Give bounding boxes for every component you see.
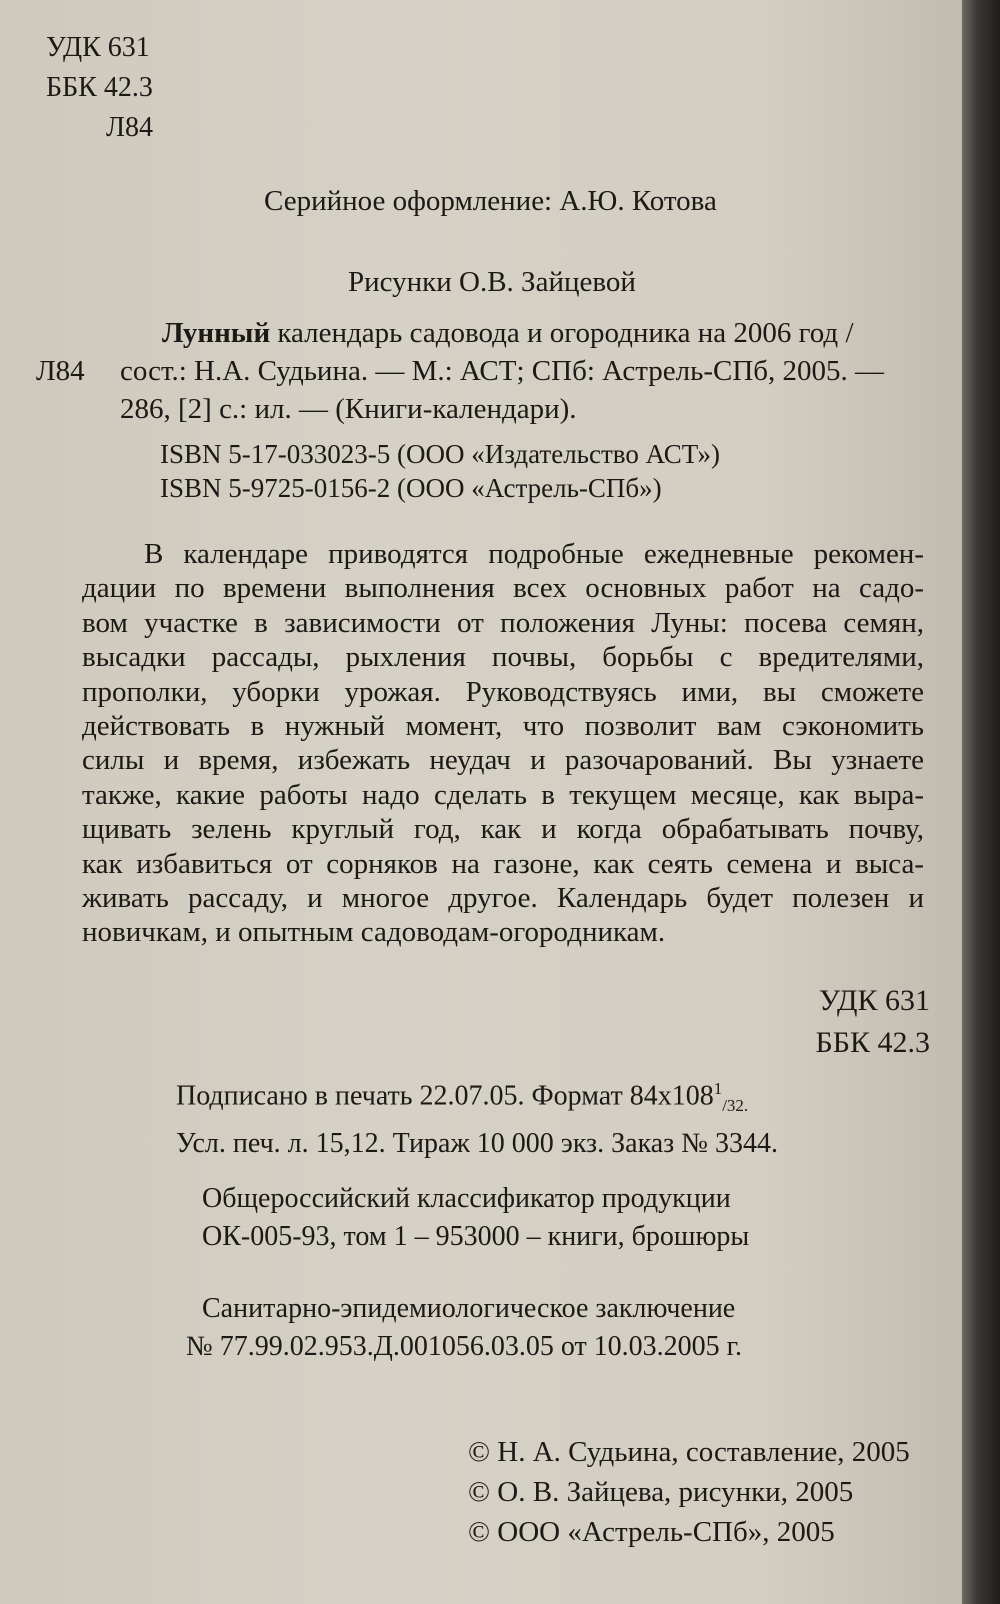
- abstract-line: живать рассаду, и многое другое. Календарь будет полезен и: [82, 882, 924, 915]
- abstract-line: новичкам, и опытным садоводам-огородникам.: [82, 916, 666, 949]
- abstract-line: щивать зелень круглый год, как и когда обрабатывать почву,: [82, 813, 924, 846]
- classifier-line-1: Общероссийский классификатор продукции: [202, 1183, 731, 1214]
- format-superscript: 1: [713, 1079, 723, 1098]
- bibliographic-record: [120, 314, 920, 428]
- abstract-line: действовать в нужный момент, что позволит вам сэкономить: [82, 710, 924, 743]
- print-run-line: Усл. печ. л. 15,12. Тираж 10 000 экз. Заказ № 3344.: [176, 1127, 778, 1159]
- abstract-paragraph: [82, 537, 924, 950]
- sanitary-line-2: № 77.99.02.953.Д.001056.03.05 от 10.03.2005 г.: [186, 1331, 743, 1362]
- print-details: [176, 1070, 778, 1163]
- classification-codes-bottom: [808, 980, 930, 1064]
- copyright-line: © Н. А. Судьина, составление, 2005: [468, 1436, 910, 1468]
- sanitary-line-1: Санитарно-эпидемиологическое заключение: [202, 1293, 736, 1324]
- abstract-line: силы и время, избежать неудач и разочарований. Вы узнаете: [82, 744, 924, 777]
- book-spine-edge: [962, 0, 1000, 1604]
- bbk-code: ББК 42.3: [815, 1026, 930, 1059]
- print-signed-text: Подписано в печать 22.07.05. Формат 84x108: [176, 1080, 714, 1112]
- side-author-mark: Л84: [36, 355, 85, 387]
- illustrations-credit: Рисунки О.В. Зайцевой: [348, 266, 636, 298]
- udk-code: УДК 631: [46, 32, 150, 63]
- author-mark: Л84: [106, 112, 153, 143]
- isbn-line-1: ISBN 5-17-033023-5 (ООО «Издательство АСТ»): [160, 439, 721, 469]
- isbn-block: [160, 437, 720, 505]
- abstract-line: как избавиться от сорняков на газоне, как сеять семена и выса-: [82, 847, 924, 880]
- format-subscript: /32.: [722, 1095, 749, 1115]
- series-design-credit: Серийное оформление: А.Ю. Котова: [264, 185, 717, 217]
- bibliographic-line-1: [120, 314, 920, 352]
- sanitary-certificate: [186, 1290, 742, 1366]
- copyright-line: © О. В. Зайцева, рисунки, 2005: [468, 1476, 854, 1508]
- bibliographic-line-3: 286, [2] с.: ил. — (Книги-календари).: [120, 393, 577, 425]
- abstract-line: В календаре приводятся подробные ежедневные рекомен-: [144, 538, 924, 570]
- copyright-line: © ООО «Астрель-СПб», 2005: [468, 1516, 835, 1548]
- print-signed-line: [176, 1070, 778, 1125]
- copyright-notices: [468, 1432, 910, 1552]
- abstract-line: вом участке в зависимости от положения Луны: посева семян,: [82, 606, 924, 639]
- bibliographic-line-2: сост.: Н.А. Судьина. — М.: АСТ; СПб: Астрель-СПб, 2005. —: [120, 355, 885, 387]
- udk-code: УДК 631: [818, 984, 930, 1017]
- product-classifier: [202, 1180, 749, 1256]
- abstract-line: также, какие работы надо сделать в текущем месяце, как выра-: [82, 778, 924, 811]
- title-bold-word: Лунный: [162, 317, 271, 349]
- isbn-line-2: ISBN 5-9725-0156-2 (ООО «Астрель-СПб»): [160, 473, 662, 503]
- title-rest: календарь садовода и огородника на 2006 год /: [270, 317, 854, 349]
- abstract-line: прополки, уборки урожая. Руководствуясь ими, вы сможете: [82, 675, 924, 708]
- bbk-code: ББК 42.3: [46, 72, 153, 103]
- abstract-line: дации по времени выполнения всех основных работ на садо-: [82, 572, 924, 605]
- classifier-line-2: ОК-005-93, том 1 – 953000 – книги, брошюры: [202, 1221, 750, 1252]
- abstract-line: высадки рассады, рыхления почвы, борьбы с вредителями,: [82, 641, 924, 674]
- classification-codes-top: [46, 28, 153, 148]
